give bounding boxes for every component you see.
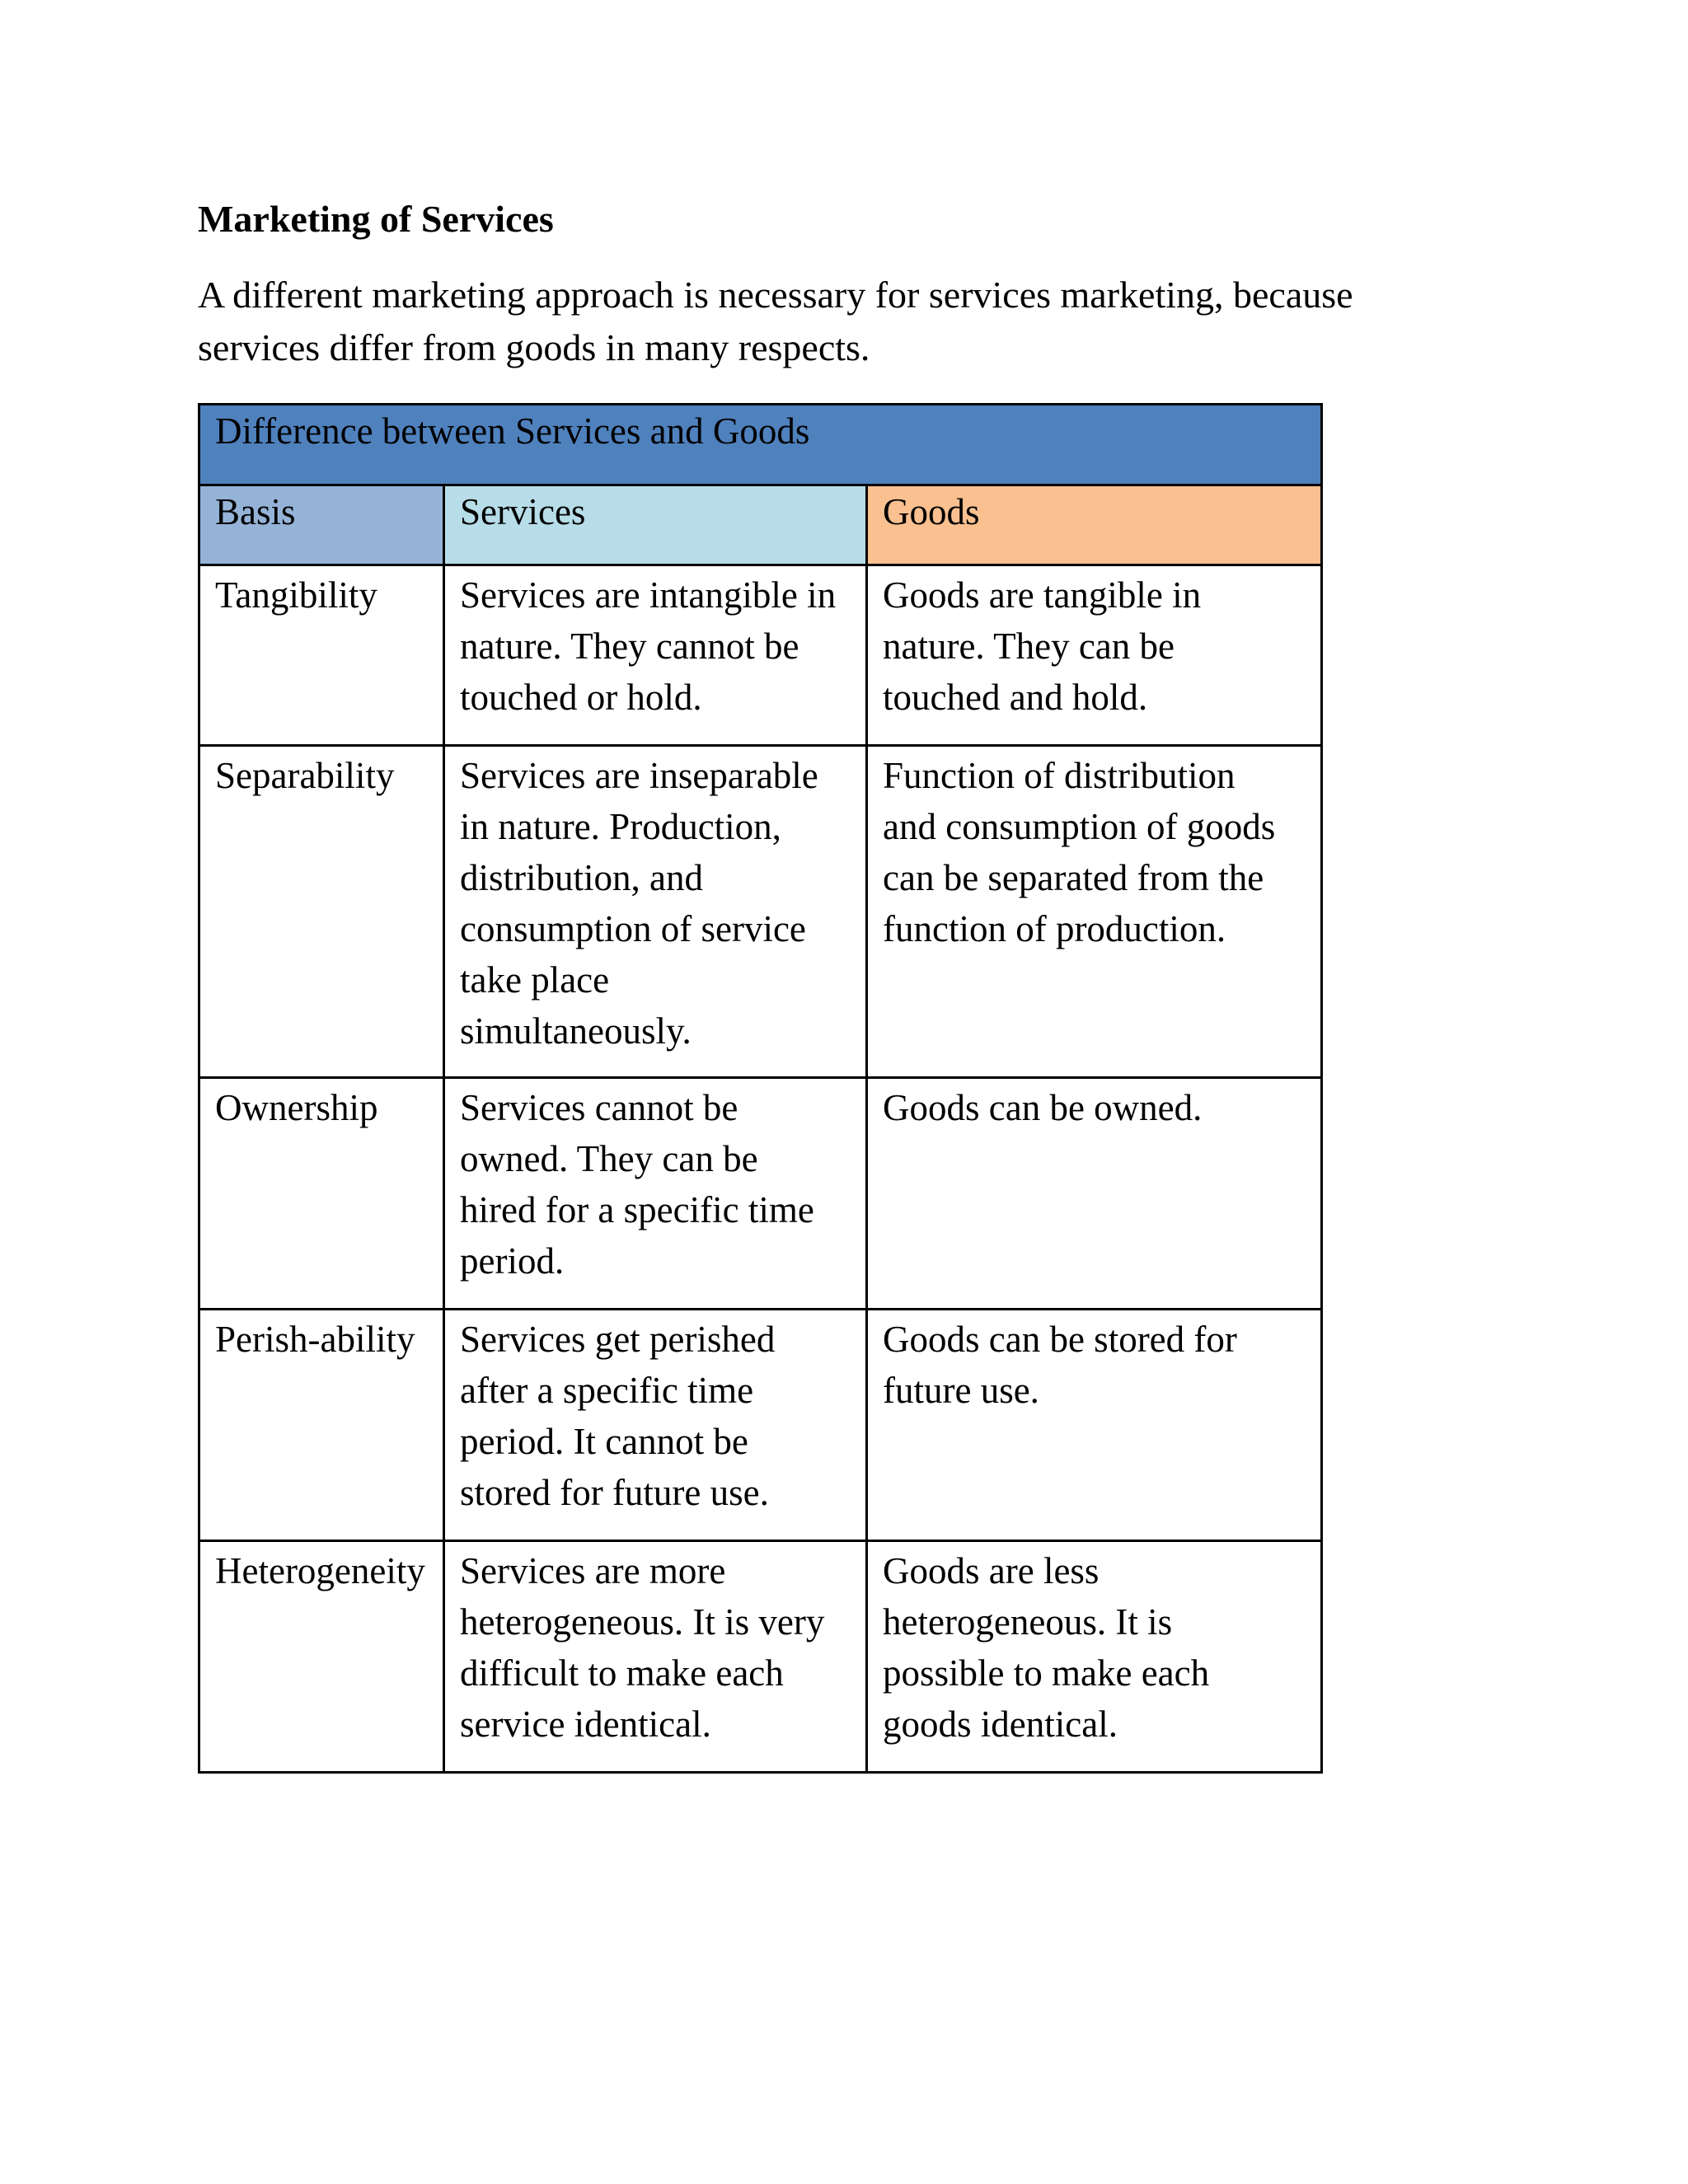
goods-cell [867, 1310, 1322, 1541]
cell-line: hired for a specific time [460, 1189, 814, 1230]
table-row [199, 746, 1322, 1078]
cell-line: and consumption of goods [883, 806, 1276, 847]
cell-line: after a specific time [460, 1370, 754, 1411]
goods-cell [867, 1541, 1322, 1773]
cell-line: goods identical. [883, 1704, 1118, 1745]
cell-line: service identical. [460, 1704, 711, 1745]
services-cell [444, 746, 867, 1078]
cell-line: possible to make each [883, 1652, 1210, 1694]
services-cell [444, 1541, 867, 1773]
header-services: Services [444, 485, 867, 565]
cell-line: touched or hold. [460, 677, 702, 718]
cell-line: stored for future use. [460, 1472, 769, 1513]
basis-cell: Perish-ability [199, 1310, 444, 1541]
intro-paragraph [198, 269, 1418, 374]
basis-cell: Separability [199, 746, 444, 1078]
cell-line: Services are inseparable [460, 755, 818, 796]
table-row [199, 1541, 1322, 1773]
services-cell [444, 1310, 867, 1541]
table-header-row [199, 485, 1322, 565]
goods-cell [867, 1078, 1322, 1310]
cell-line: can be separated from the [883, 857, 1264, 898]
cell-line: take place [460, 959, 610, 1001]
table-title: Difference between Services and Goods [199, 405, 1322, 485]
services-cell [444, 565, 867, 746]
cell-line: Services cannot be [460, 1087, 738, 1128]
cell-line: Goods are tangible in [883, 574, 1202, 616]
basis-cell: Ownership [199, 1078, 444, 1310]
cell-line: Goods can be owned. [883, 1087, 1203, 1128]
cell-line: Function of distribution [883, 755, 1236, 796]
table-title-row [199, 405, 1322, 485]
cell-line: Services get perished [460, 1319, 776, 1360]
cell-line: Services are more [460, 1550, 726, 1591]
cell-line: consumption of service [460, 908, 806, 949]
cell-line: difficult to make each [460, 1652, 784, 1694]
page-heading: Marketing of Services [198, 198, 554, 240]
cell-line: distribution, and [460, 857, 703, 898]
table-row [199, 1310, 1322, 1541]
comparison-table [198, 403, 1323, 1774]
cell-line: in nature. Production, [460, 806, 781, 847]
basis-cell: Heterogeneity [199, 1541, 444, 1773]
table-row [199, 565, 1322, 746]
cell-line: nature. They cannot be [460, 626, 799, 667]
goods-cell [867, 746, 1322, 1078]
cell-line: touched and hold. [883, 677, 1148, 718]
cell-line: period. [460, 1240, 565, 1282]
cell-line: heterogeneous. It is [883, 1601, 1173, 1643]
cell-line: Services are intangible in [460, 574, 837, 616]
cell-line: Goods are less [883, 1550, 1100, 1591]
cell-line: owned. They can be [460, 1138, 758, 1179]
cell-line: function of production. [883, 908, 1226, 949]
cell-line: heterogeneous. It is very [460, 1601, 825, 1643]
goods-cell [867, 565, 1322, 746]
intro-line: services differ from goods in many respects. [198, 326, 870, 368]
cell-line: period. It cannot be [460, 1421, 748, 1462]
cell-line: Goods can be stored for [883, 1319, 1237, 1360]
header-goods: Goods [867, 485, 1322, 565]
cell-line: nature. They can be [883, 626, 1175, 667]
intro-line: A different marketing approach is necessary for services marketing, because [198, 274, 1353, 316]
cell-line: future use. [883, 1370, 1039, 1411]
services-cell [444, 1078, 867, 1310]
basis-cell: Tangibility [199, 565, 444, 746]
cell-line: simultaneously. [460, 1010, 692, 1052]
header-basis: Basis [199, 485, 444, 565]
table-row [199, 1078, 1322, 1310]
